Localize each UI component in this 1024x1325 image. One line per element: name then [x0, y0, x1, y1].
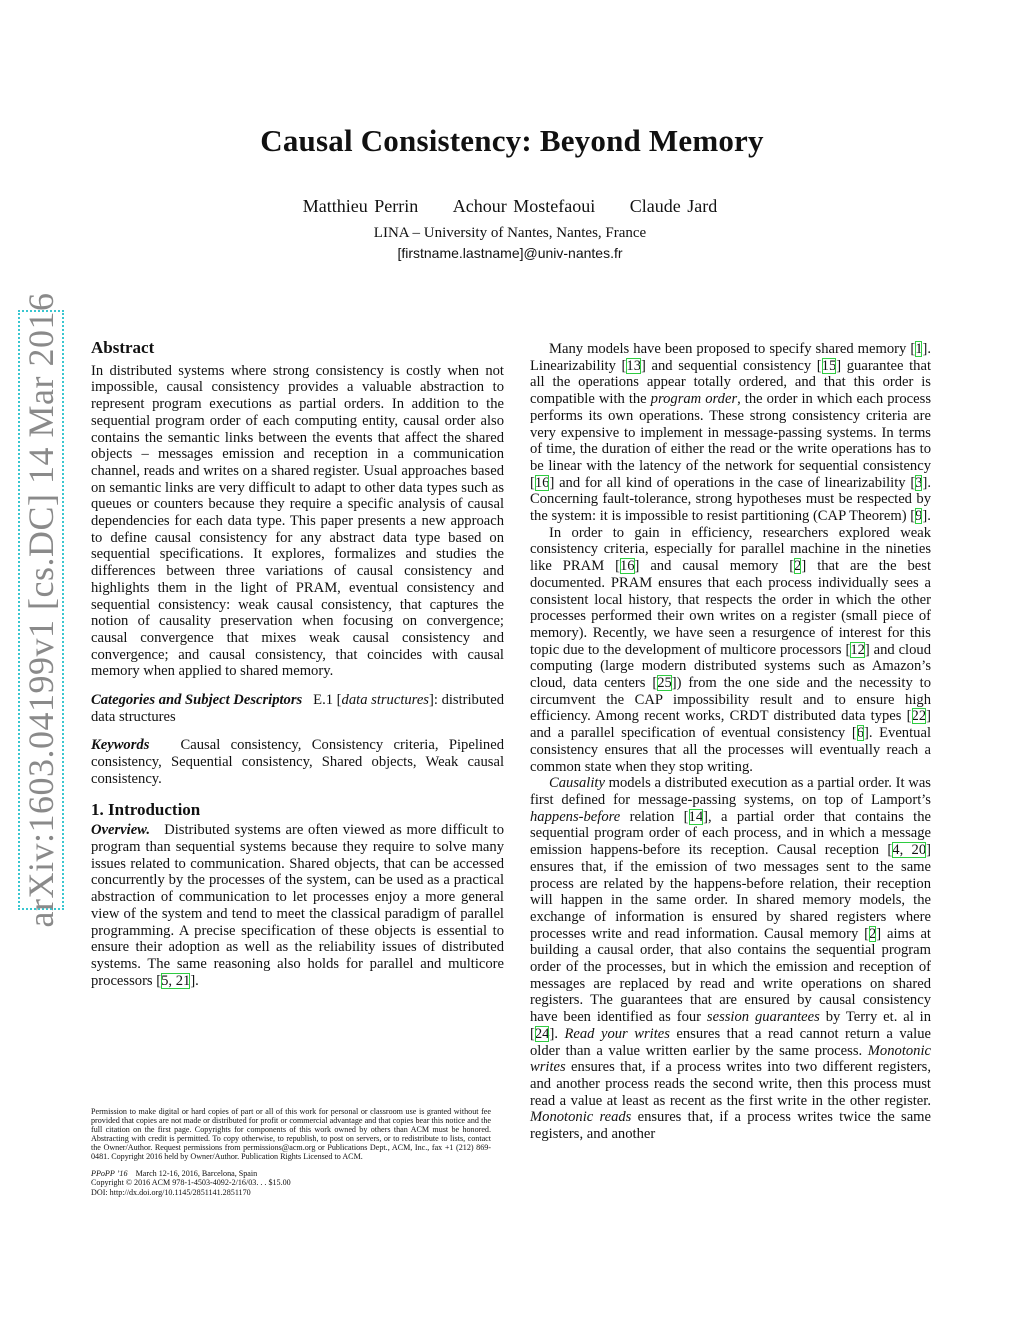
paper-title: Causal Consistency: Beyond Memory — [260, 123, 764, 158]
text-run: ]. Linearizability [ — [530, 341, 931, 374]
citation-link[interactable]: 24 — [534, 1025, 550, 1042]
keywords-paragraph — [91, 737, 504, 787]
citation-link[interactable]: 15 — [821, 357, 837, 374]
text-run: ] guarantee that all the operations appear totally ordered, and that this order is compatible with the — [530, 357, 932, 408]
arxiv-id[interactable]: arXiv:1603.04199v1 [cs.DC] 14 Mar 2016 — [21, 292, 61, 928]
conference-line — [91, 1169, 491, 1179]
permission-text: Permission to make digital or hard copies of part or all of this work for personal or classroom use is granted without fee provided that copies are not made or distributed for profit or commercial advantage and that copies bear this notice and the full citation on the first page. Copyrights for components of this work owned by others than ACM must be honored. Abstracting with credit is permitted. To copy otherwise, to republish, to post on servers, or to redistribute to lists, contact the Owner/Author. Request permissions from permissions@acm.org or Publications Dept., ACM, Inc., fax +1 (212) 869-0481. Copyright 2016 held by Owner/Author. Publication Rights Licensed to ACM. — [91, 1107, 491, 1162]
text-run: ensures that, if a process writes twice the same registers, and another — [530, 1109, 931, 1143]
citation-link[interactable]: 16 — [534, 474, 550, 491]
section-heading-introduction: 1. Introduction — [91, 799, 201, 819]
overview-paragraph — [91, 822, 504, 989]
overview-text: Distributed systems are often viewed as more difficult to program than sequential systems because they require to solve many issues related to communication. Shared objects, that can be accessed concurrently by the processes of the system, can be used as a practical abstraction of communication to let processes enjoy a more general view of the system and tend to meet the classical paradigm of parallel programming. A precise specification of these objects is essential to ensure their adoption as well as the reliability issues of distributed systems. The same reasoning also holds for parallel and multicore processors [ — [91, 822, 504, 989]
left-column — [91, 340, 504, 989]
citation-link[interactable]: 5, 21 — [161, 972, 191, 989]
citation-link[interactable]: 6 — [856, 725, 864, 742]
text-run: ], a partial order that contains the sequential program order of each process, and in which a message emission happens-before its reception. Causal reception [ — [530, 808, 931, 859]
text-run: ] and sequential consistency [ — [641, 357, 822, 374]
overview-label: Overview. — [91, 822, 151, 839]
overview-text-end: ]. — [190, 972, 199, 989]
citation-link[interactable]: 4, 20 — [892, 842, 927, 859]
author-name: Matthieu Perrin — [302, 196, 419, 216]
text-run: ] that are the best documented. PRAM ensures that each process individually sees a consistent local history, that respects the order in which the other processes performed their own writes on a register (small piece of memory). Recently, we have seen a resurgence of interest for this topic due to the development of multicore processors [ — [530, 558, 931, 658]
text-run: ]. Concerning fault-tolerance, strong hypotheses must be respected by the system: it is impossible to resist partitioning (CAP Theorem) [ — [530, 474, 931, 525]
citation-link[interactable]: 25 — [657, 675, 672, 692]
keywords-label: Keywords — [91, 737, 150, 754]
emphasis: Read your writes — [564, 1025, 670, 1042]
categories-label: Categories and Subject Descriptors — [91, 692, 303, 709]
text-run: ]) from the one side and the necessity to circumvent the CAP impossibility result and to ensure high efficiency. Among recent works, CRDT distributed data types [ — [530, 675, 931, 725]
abstract-text: In distributed systems where strong consistency is costly when not impossible, causal consistency provides a valuable abstraction to represent program executions as partial orders. In addition to the sequential program order of each computing entity, causal order also contains the semantic links between the events that affect the shared objects – messages emission and reception in a communication channel, reads and writes on a shared register. Usual approaches based on semantic links are very difficult to adapt to other data types such as queues or counters because they require a specific analysis of causal dependencies for each data type. This paper presents a new approach to define causal consistency for any abstract data type based on sequential specifications. It explores, formalizes and studies the differences between three variations of causal consistency and highlights them in the light of PRAM, eventual consistency and sequential consistency: weak causal consistency, that captures the notion of causality preservation when focusing on convergence; causal convergence that mixes weak causal consistency and convergence; and causal consistency, that coincides with causal memory when applied to shared memory. — [91, 362, 504, 680]
text-run: , the order in which each process performs its own operations. These strong consistency criteria are very expensive to implement in message-passing systems. In terms of time, the duration of either the read or the write operations has to be linear with the latency of the network for sequential consistency [ — [530, 391, 931, 491]
emphasis: Causality — [549, 775, 605, 792]
paragraph-causality — [530, 775, 931, 1142]
text-run: ] aims at building a causal order, that also contains the sequential program order of the processes, but in which the emission and reception of messages are replaced by read and write operations on shared registers. The guarantees that are ensured by causal consistency have been identified as four — [530, 925, 931, 1026]
citation-link[interactable]: 2 — [794, 558, 802, 575]
acm-permission-footnote — [91, 1107, 491, 1197]
text-run: ensures that a read cannot return a value older than a value written earlier by the same process. — [530, 1025, 931, 1059]
paragraph-shared-memory — [530, 341, 931, 525]
citation-link[interactable]: 14 — [688, 808, 704, 825]
conference-detail: March 12-16, 2016, Barcelona, Spain — [135, 1168, 258, 1178]
categories-paragraph — [91, 692, 504, 725]
emphasis: session guarantees — [706, 1009, 820, 1026]
categories-code-end: ]: — [428, 692, 438, 709]
text-run: ensures that, if a process writes into two different registers, and another process reads the second write, then this process must read a value at least as recent as the first write in the other register. — [530, 1059, 931, 1109]
text-run: models a distributed execution as a partial order. It was first defined for message-passing systems, on top of Lamport’s — [530, 775, 931, 808]
categories-code-italic: data structures — [341, 692, 429, 709]
text-run: ]. — [922, 508, 931, 525]
author-email: [firstname.lastname]@univ-nantes.fr — [397, 245, 623, 261]
author-list — [270, 196, 750, 217]
text-run: ] and causal memory [ — [634, 558, 795, 575]
text-run: by Terry et. al in [ — [530, 1009, 932, 1042]
keywords-text: Causal consistency, Consistency criteria, Pipelined consistency, Sequential consistency, Shared objects, Weak causal consistency. — [91, 737, 504, 787]
right-column — [530, 341, 931, 1143]
citation-link[interactable]: 12 — [850, 641, 865, 658]
categories-text: distributed data structures — [91, 692, 504, 725]
emphasis: program order — [650, 391, 738, 408]
doi-line[interactable]: DOI: http://dx.doi.org/10.1145/2851141.2851170 — [91, 1187, 251, 1197]
abstract-heading: Abstract — [91, 338, 155, 357]
citation-link[interactable]: 9 — [915, 508, 923, 525]
affiliation: LINA – University of Nantes, Nantes, France — [373, 225, 647, 241]
citation-link[interactable]: 3 — [915, 474, 923, 491]
copyright-block — [91, 1169, 491, 1198]
emphasis: Monotonic reads — [530, 1109, 632, 1126]
author-name: Achour Mostefaoui — [452, 196, 596, 216]
emphasis: Monotonic writes — [530, 1042, 931, 1076]
text-run: ] and cloud computing (large modern distributed systems such as Amazon’s cloud, data centers [ — [530, 641, 931, 692]
citation-link[interactable]: 1 — [915, 341, 923, 357]
conference-name: PPoPP ’16 — [91, 1168, 128, 1178]
categories-code: E.1 [ — [313, 692, 342, 709]
paragraph-weak-consistency — [530, 525, 931, 776]
text-run: ]. — [549, 1025, 565, 1042]
citation-link[interactable]: 22 — [911, 708, 927, 725]
text-run: Many models have been proposed to specify shared memory [ — [549, 341, 916, 357]
text-run: ] ensures that, if the emission of two messages sent to the same process are related by the happens-before relation, their reception will happen in the same order. In shared memory models, the exchange of information is ensured by shared registers where processes write and read information. Causal memory [ — [530, 842, 931, 942]
text-run: ]. Eventual consistency ensures that all the processes will eventually reach a common state when they stop writing. — [530, 725, 931, 775]
arxiv-stamp — [18, 292, 64, 928]
author-name: Claude Jard — [629, 196, 718, 216]
citation-link[interactable]: 2 — [868, 925, 877, 942]
citation-link[interactable]: 13 — [626, 357, 642, 374]
emphasis: happens-before — [530, 808, 621, 825]
text-run: ] and for all kind of operations in the case of linearizability [ — [549, 474, 916, 491]
text-run: In order to gain in efficiency, researchers explored weak consistency criteria, especially for parallel machine in the nineties like PRAM [ — [530, 524, 931, 575]
copyright-line: Copyright © 2016 ACM 978-1-4503-4092-2/16/03. . . $15.00 — [91, 1178, 291, 1188]
text-run: ] and a parallel specification of eventual consistency [ — [530, 708, 931, 742]
citation-link[interactable]: 16 — [619, 558, 635, 575]
text-run: relation [ — [620, 808, 689, 825]
